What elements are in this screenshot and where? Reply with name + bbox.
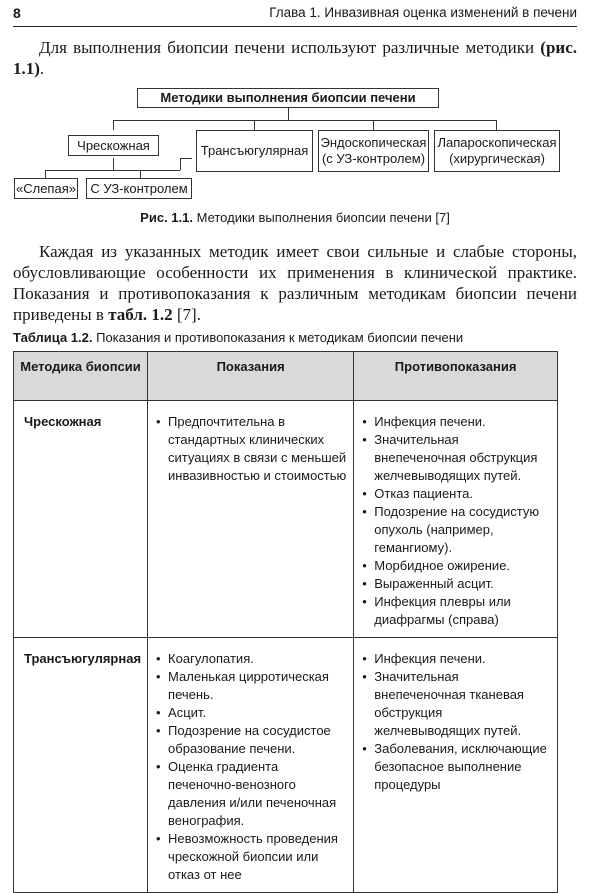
list-item: • Выраженный асцит. (362, 575, 551, 593)
list-item: • Инфекция плевры или диафрагмы (справа) (362, 593, 551, 629)
paragraph-text: Каждая из указанных методик имеет свои сильные и слабые стороны, обусловливающие особенности их применения в клинической практике. Показания и противопоказания к различным методикам биопсии печени приведены в (13, 242, 577, 324)
list-item: • Невозможность проведения чрескожной биопсии или отказ от нее (156, 830, 347, 884)
diagram-laparoscopic-box: Лапароскопическая (хирургическая) (434, 130, 560, 172)
indications-table (13, 351, 558, 893)
list-item: • Коагулопатия. (156, 650, 347, 668)
list-item: • Маленькая цирротическая печень. (156, 668, 347, 704)
intro-end: . (39, 59, 45, 78)
diagram-root-box: Методики выполнения биопсии печени (137, 88, 439, 108)
diagram-transjugular-box: Трансъюгулярная (196, 130, 313, 172)
diagram-percutaneous-box: Чрескожная (68, 135, 159, 156)
running-header (13, 0, 577, 27)
list-item: • Инфекция печени. (362, 650, 551, 668)
paragraph-end: [7]. (172, 305, 201, 324)
list-item: • Значительная внепеченочная обструкция желчевыводящих путей. (362, 431, 551, 485)
header-method: Методика биопсии (14, 352, 148, 401)
figure-reference[interactable]: (рис. 1.1) (13, 38, 577, 78)
list-item: • Морбидное ожирение. (362, 557, 551, 575)
intro-text: Для выполнения биопсии печени используют различные методики (39, 38, 541, 57)
table-caption-label: Таблица 1.2. (13, 330, 93, 345)
header-contraindications: Противопоказания (354, 352, 558, 401)
page-number: 8 (13, 5, 21, 21)
indications-cell (148, 638, 354, 893)
header-indications: Показания (148, 352, 354, 401)
figure-caption-label: Рис. 1.1. (140, 210, 193, 225)
method-cell: Чрескожная (14, 401, 148, 638)
table-caption (13, 330, 463, 345)
contraindications-cell (354, 401, 558, 638)
body-paragraph (13, 241, 577, 325)
list-item: • Инфекция печени. (362, 413, 551, 431)
table-row (14, 401, 558, 638)
list-item: • Значительная внепеченочная тканевая обструкция желчевыводящих путей. (362, 668, 551, 740)
diagram-blind-box: «Слепая» (14, 178, 78, 199)
table-caption-text: Показания и противопоказания к методикам биопсии печени (92, 330, 464, 345)
methods-diagram (0, 86, 590, 206)
intro-paragraph (13, 37, 577, 79)
list-item: • Оценка градиента печеночно-венозного давления и/или печеночная венография. (156, 758, 347, 830)
table-reference[interactable]: табл. 1.2 (108, 305, 173, 324)
chapter-title: Глава 1. Инвазивная оценка изменений в печени (269, 5, 577, 20)
list-item: • Асцит. (156, 704, 347, 722)
list-item: • Предпочтительна в стандартных клинических ситуациях в связи с меньшей инвазивностью и стоимостью (156, 413, 347, 485)
table-header-row (14, 352, 558, 401)
list-item: • Подозрение на сосудистое образование печени. (156, 722, 347, 758)
indications-cell (148, 401, 354, 638)
table-row (14, 638, 558, 893)
list-item: • Подозрение на сосудистую опухоль (например, гемангиому). (362, 503, 551, 557)
list-item: • Заболевания, исключающие безопасное выполнение процедуры (362, 740, 551, 794)
diagram-us-guided-box: С УЗ-контролем (86, 178, 192, 199)
contraindications-cell (354, 638, 558, 893)
figure-caption-text: Методики выполнения биопсии печени [7] (192, 210, 450, 225)
list-item: • Отказ пациента. (362, 485, 551, 503)
method-cell: Трансъюгулярная (14, 638, 148, 893)
diagram-endoscopic-box: Эндоскопическая (с УЗ-контролем) (318, 130, 429, 172)
figure-caption (0, 210, 590, 225)
